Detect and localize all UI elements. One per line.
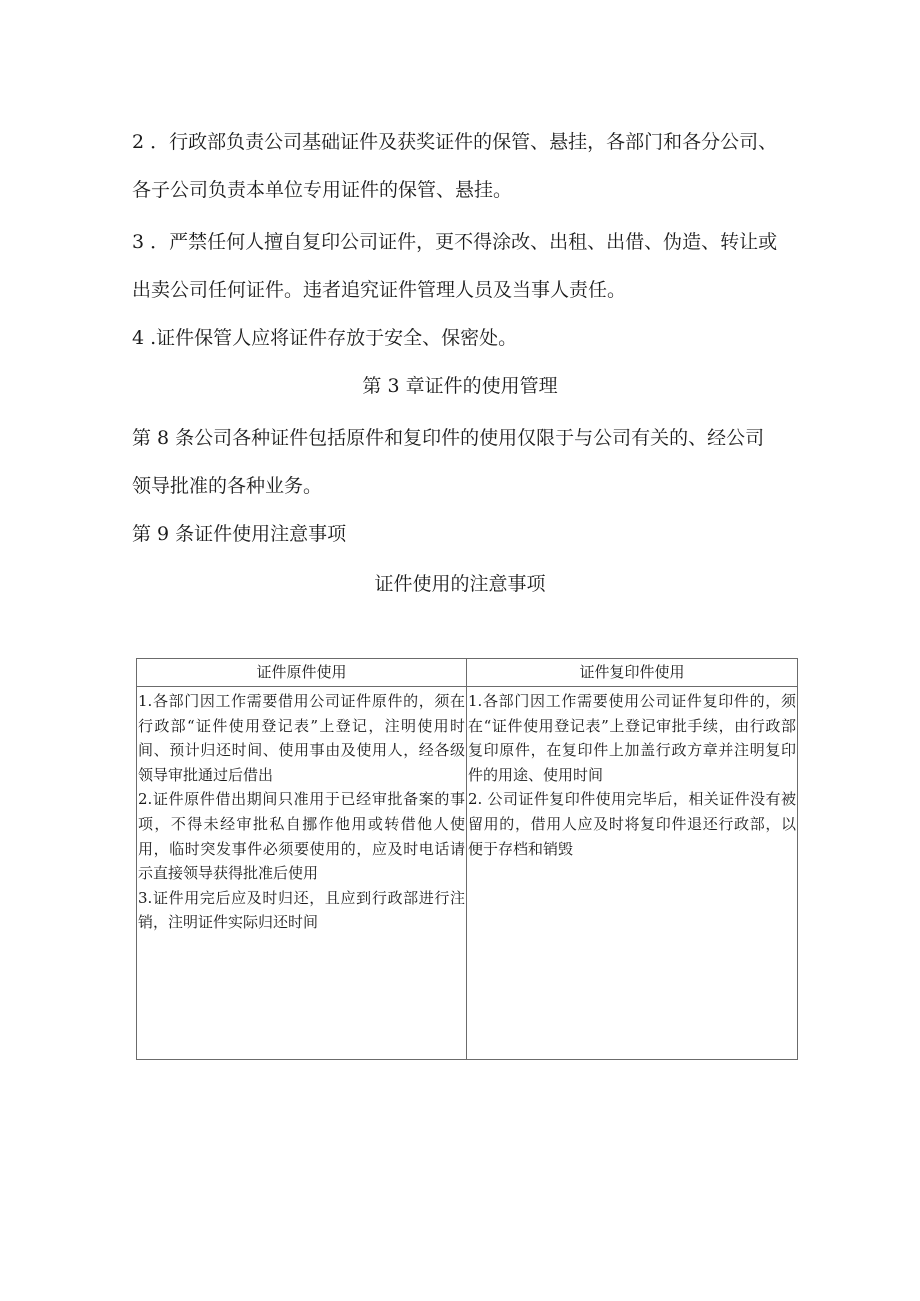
copy-item-2: 2. 公司证件复印件使用完毕后，相关证件没有被留用的，借用人应及时将复印件退还行政部，以便于存档和销毁: [468, 790, 796, 858]
copy-usage-cell: [467, 687, 798, 1060]
paragraph-2-line-1: 2 ．行政部负责公司基础证件及获奖证件的保管、悬挂，各部门和各分公司、: [132, 131, 778, 153]
paragraph-4-line-1: 4 .证件保管人应将证件存放于安全、保密处。: [132, 327, 518, 349]
table-header-row: [137, 659, 798, 687]
header-original-usage: 证件原件使用: [137, 659, 467, 687]
original-item-3: 3.证件用完后应及时归还，且应到行政部进行注销，注明证件实际归还时间: [138, 888, 465, 932]
usage-notes-table: [136, 658, 798, 1060]
article-8-line-1: 第 8 条公司各种证件包括原件和复印件的使用仅限于与公司有关的、经公司: [132, 427, 765, 449]
table-title: 证件使用的注意事项: [374, 573, 546, 595]
original-usage-cell: [137, 687, 467, 1060]
table-body-row: [137, 687, 798, 1060]
copy-item-1: 1.各部门因工作需要使用公司证件复印件的，须在“证件使用登记表”上登记审批手续，由行政部复印原件，在复印件上加盖行政方章并注明复印件的用途、使用时间: [468, 692, 796, 784]
paragraph-3-line-2: 出卖公司任何证件。违者追究证件管理人员及当事人责任。: [132, 279, 627, 301]
original-item-1: 1.各部门因工作需要借用公司证件原件的，须在行政部“证件使用登记表”上登记，注明使用时间、预计归还时间、使用事由及使用人，经各级领导审批通过后借出: [138, 692, 465, 784]
paragraph-2-line-2: 各子公司负责本单位专用证件的保管、悬挂。: [132, 179, 513, 201]
paragraph-3-line-1: 3 ．严禁任何人擅自复印公司证件，更不得涂改、出租、出借、伪造、转让或: [132, 231, 778, 253]
chapter-heading: 第 3 章证件的使用管理: [362, 375, 558, 397]
article-9-line-1: 第 9 条证件使用注意事项: [132, 523, 347, 545]
article-8-line-2: 领导批准的各种业务。: [132, 475, 323, 497]
original-item-2: 2.证件原件借出期间只准用于已经审批备案的事项，不得未经审批私自挪作他用或转借他人使用，临时突发事件必须要使用的，应及时电话请示直接领导获得批准后使用: [138, 790, 465, 883]
header-copy-usage: 证件复印件使用: [467, 659, 798, 687]
